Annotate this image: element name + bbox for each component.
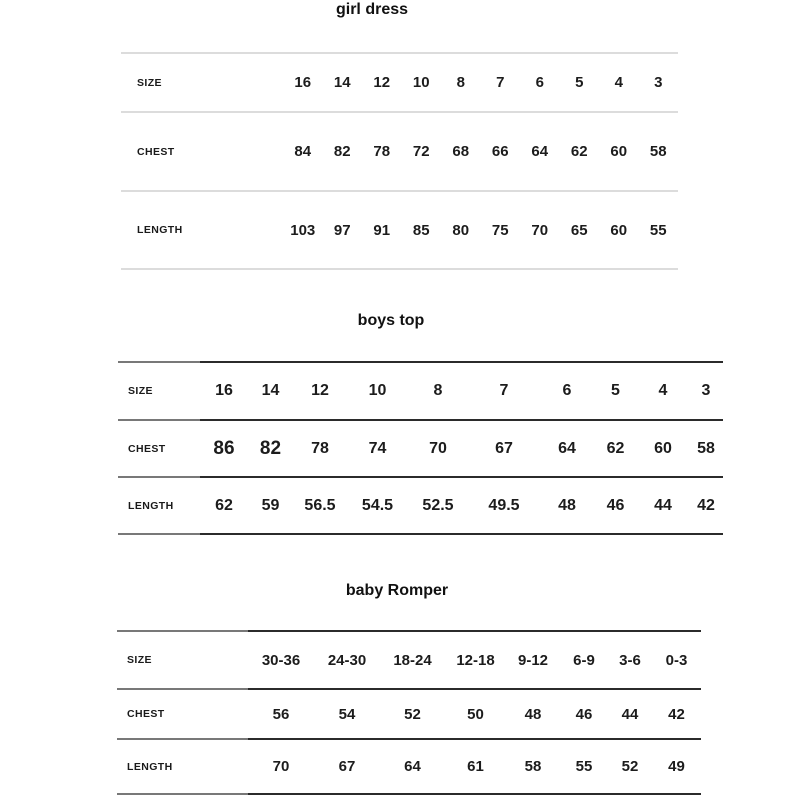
measurement-cell: 49 <box>652 738 701 793</box>
measurement-cell: 68 <box>441 111 481 190</box>
size-header-cell: 12-18 <box>445 630 506 688</box>
size-header-cell: 4 <box>637 361 689 419</box>
measurement-cell: 85 <box>402 190 442 268</box>
measurement-cell: 103 <box>283 190 323 268</box>
measurement-cell: 46 <box>594 476 637 533</box>
row-label: SIZE <box>118 361 200 419</box>
measurement-cell: 74 <box>347 419 408 476</box>
measurement-cell: 72 <box>402 111 442 190</box>
table-row-length <box>118 476 723 533</box>
bottom-border-data-segment <box>283 268 678 270</box>
measurement-cell: 64 <box>540 419 594 476</box>
measurement-cell: 54.5 <box>347 476 408 533</box>
size-header-cell: 8 <box>408 361 468 419</box>
row-label: LENGTH <box>118 476 200 533</box>
measurement-cell: 91 <box>362 190 402 268</box>
measurement-cell: 78 <box>293 419 347 476</box>
size-table-baby-romper <box>117 630 701 793</box>
row-label: CHEST <box>121 111 283 190</box>
measurement-cell: 80 <box>441 190 481 268</box>
size-header-cell: 3 <box>689 361 723 419</box>
size-header-cell: 3 <box>639 52 679 111</box>
measurement-cell: 86 <box>200 419 248 476</box>
measurement-cell: 65 <box>560 190 600 268</box>
measurement-cell: 66 <box>481 111 521 190</box>
size-header-cell: 5 <box>594 361 637 419</box>
measurement-cell: 75 <box>481 190 521 268</box>
size-header-cell: 30-36 <box>248 630 314 688</box>
size-header-cell: 3-6 <box>608 630 652 688</box>
size-table-girl-dress <box>121 52 678 268</box>
measurement-cell: 60 <box>637 419 689 476</box>
measurement-cell: 48 <box>506 688 560 738</box>
measurement-cell: 44 <box>637 476 689 533</box>
table-row-size <box>118 361 723 419</box>
measurement-cell: 67 <box>314 738 380 793</box>
measurement-cell: 97 <box>323 190 363 268</box>
measurement-cell: 58 <box>506 738 560 793</box>
size-header-cell: 14 <box>248 361 293 419</box>
size-header-cell: 10 <box>402 52 442 111</box>
table-row-length <box>117 738 701 793</box>
size-header-cell: 24-30 <box>314 630 380 688</box>
measurement-cell: 46 <box>560 688 608 738</box>
measurement-cell: 70 <box>408 419 468 476</box>
bottom-border-label-segment <box>118 533 200 535</box>
row-label: CHEST <box>117 688 248 738</box>
measurement-cell: 42 <box>689 476 723 533</box>
measurement-cell: 54 <box>314 688 380 738</box>
measurement-cell: 84 <box>283 111 323 190</box>
measurement-cell: 50 <box>445 688 506 738</box>
size-header-cell: 12 <box>293 361 347 419</box>
measurement-cell: 44 <box>608 688 652 738</box>
size-header-cell: 4 <box>599 52 639 111</box>
bottom-border-data-segment <box>200 533 723 535</box>
measurement-cell: 55 <box>560 738 608 793</box>
table-row-size <box>121 52 678 111</box>
measurement-cell: 64 <box>520 111 560 190</box>
size-header-cell: 6 <box>520 52 560 111</box>
measurement-cell: 52 <box>608 738 652 793</box>
size-header-cell: 9-12 <box>506 630 560 688</box>
measurement-cell: 42 <box>652 688 701 738</box>
size-header-cell: 16 <box>283 52 323 111</box>
measurement-cell: 59 <box>248 476 293 533</box>
measurement-cell: 58 <box>639 111 679 190</box>
measurement-cell: 55 <box>639 190 679 268</box>
measurement-cell: 62 <box>560 111 600 190</box>
measurement-cell: 60 <box>599 190 639 268</box>
measurement-cell: 61 <box>445 738 506 793</box>
table-row-chest <box>117 688 701 738</box>
measurement-cell: 67 <box>468 419 540 476</box>
row-label: LENGTH <box>117 738 248 793</box>
measurement-cell: 82 <box>248 419 293 476</box>
bottom-border-label-segment <box>121 268 283 270</box>
size-header-cell: 16 <box>200 361 248 419</box>
chart-title-girl-dress: girl dress <box>335 1 409 18</box>
size-header-cell: 0-3 <box>652 630 701 688</box>
measurement-cell: 52.5 <box>408 476 468 533</box>
size-header-cell: 7 <box>468 361 540 419</box>
measurement-cell: 70 <box>520 190 560 268</box>
table-row-size <box>117 630 701 688</box>
row-label: LENGTH <box>121 190 283 268</box>
bottom-border-label-segment <box>117 793 248 795</box>
size-header-cell: 18-24 <box>380 630 445 688</box>
size-header-cell: 6-9 <box>560 630 608 688</box>
table-row-chest <box>118 419 723 476</box>
table-row-chest <box>121 111 678 190</box>
measurement-cell: 62 <box>200 476 248 533</box>
chart-title-boys-top: boys top <box>357 312 425 329</box>
size-header-cell: 5 <box>560 52 600 111</box>
size-header-cell: 12 <box>362 52 402 111</box>
row-label: CHEST <box>118 419 200 476</box>
size-table-boys-top <box>118 361 723 533</box>
chart-title-baby-romper: baby Romper <box>345 582 449 599</box>
measurement-cell: 48 <box>540 476 594 533</box>
measurement-cell: 70 <box>248 738 314 793</box>
bottom-border-data-segment <box>248 793 701 795</box>
size-header-cell: 10 <box>347 361 408 419</box>
measurement-cell: 58 <box>689 419 723 476</box>
size-header-cell: 14 <box>323 52 363 111</box>
measurement-cell: 82 <box>323 111 363 190</box>
row-label: SIZE <box>117 630 248 688</box>
measurement-cell: 60 <box>599 111 639 190</box>
measurement-cell: 62 <box>594 419 637 476</box>
size-header-cell: 6 <box>540 361 594 419</box>
table-row-length <box>121 190 678 268</box>
measurement-cell: 49.5 <box>468 476 540 533</box>
measurement-cell: 56.5 <box>293 476 347 533</box>
row-label: SIZE <box>121 52 283 111</box>
size-header-cell: 7 <box>481 52 521 111</box>
measurement-cell: 56 <box>248 688 314 738</box>
measurement-cell: 52 <box>380 688 445 738</box>
size-header-cell: 8 <box>441 52 481 111</box>
measurement-cell: 78 <box>362 111 402 190</box>
measurement-cell: 64 <box>380 738 445 793</box>
